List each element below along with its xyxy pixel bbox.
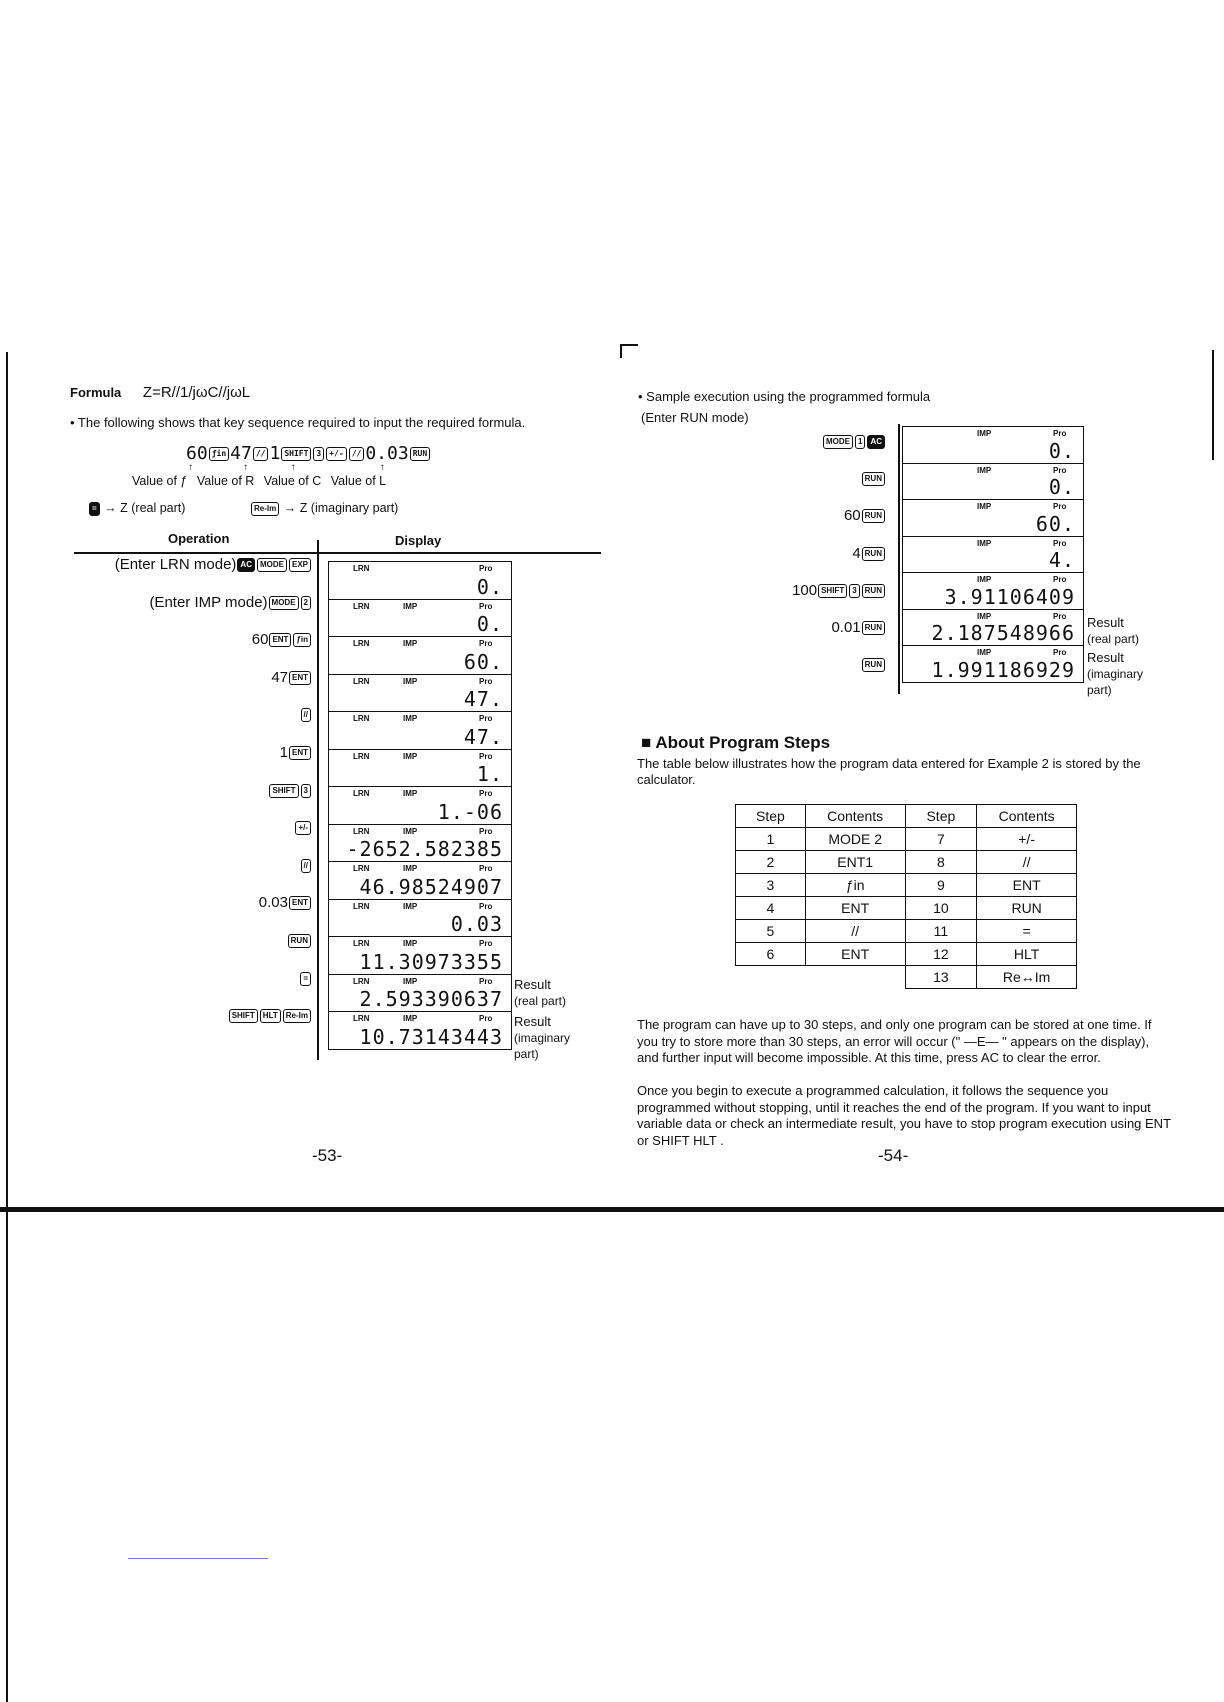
table-cell: +/-	[977, 828, 1077, 851]
operation-key-0: RUN	[288, 934, 311, 948]
right-result-imag	[1087, 650, 1143, 698]
lcd-indicator: IMP	[977, 538, 992, 548]
operation-key-0: RUN	[862, 472, 885, 486]
lcd-value: 1.991186929	[931, 657, 1075, 682]
operation-key-0: RUN	[862, 509, 885, 523]
col-display-header: Display	[395, 533, 442, 548]
lcd-indicator: IMP	[977, 575, 992, 584]
top-crop-mark-v	[620, 344, 622, 358]
operation-key-0: ENT	[289, 746, 311, 760]
operation-key-0: //	[301, 708, 311, 722]
lcd-value: 4.	[1048, 548, 1075, 572]
lcd-value: 10.73143443	[359, 1024, 503, 1049]
table-cell: Re↔Im	[977, 966, 1077, 989]
table-cell: 7	[905, 828, 977, 851]
lcd-indicator: Pro	[479, 864, 493, 873]
value-arrows: ↑ ↑ ↑ ↑	[188, 462, 386, 473]
lcd-value: 0.03	[450, 912, 503, 936]
fin-key-icon: ƒin	[209, 447, 229, 461]
right-margin-line	[1212, 350, 1214, 460]
table-cell	[736, 966, 806, 989]
left-result-real	[514, 977, 566, 1009]
lcd-display	[328, 861, 512, 900]
operation-text: 60	[843, 507, 861, 525]
left-result-imag-sub: (imaginary	[514, 1031, 571, 1045]
operation-key-1: 3	[849, 584, 859, 598]
operation-key-0: RUN	[862, 621, 885, 635]
operation-text: 0.01	[831, 619, 861, 636]
bottom-rule	[0, 1207, 1224, 1212]
lcd-indicator: Pro	[1053, 611, 1067, 621]
operation-row	[0, 433, 886, 450]
lcd-indicator: IMP	[403, 639, 418, 648]
plusminus-key-icon: +/-	[326, 447, 346, 461]
table-cell: =	[977, 920, 1077, 943]
lcd-value: 47.	[463, 724, 503, 749]
table-cell: 4	[736, 897, 806, 920]
lcd-indicator: IMP	[403, 901, 418, 911]
operation-key-0: ENT	[289, 896, 311, 910]
left-result-imag-label: Result	[514, 1014, 551, 1029]
lcd-indicator: LRN	[353, 639, 370, 648]
operation-key-1: HLT	[260, 1009, 281, 1023]
lcd-display	[902, 645, 1084, 683]
operation-text: (Enter LRN mode)	[114, 556, 237, 573]
table-cell: 1	[736, 828, 806, 851]
right-result-imag-sub2: part)	[1087, 683, 1112, 697]
value-label-r: Value of R	[196, 474, 255, 488]
left-result-imag-sub2: part)	[514, 1047, 539, 1061]
table-header-row	[736, 805, 1077, 828]
seq-part-3: 1	[269, 443, 281, 464]
operation-key-2: Re-Im	[283, 1009, 311, 1023]
operation-key-0: SHIFT	[269, 784, 298, 798]
formula-label: Formula	[70, 385, 122, 400]
lcd-indicator: LRN	[353, 976, 370, 986]
seq-part-2: 47	[230, 443, 252, 464]
operation-row	[0, 1007, 312, 1024]
lcd-indicator: LRN	[353, 751, 370, 761]
lcd-value: 46.98524907	[359, 874, 503, 899]
value-label-l: Value of L	[330, 474, 387, 488]
operation-key-0: MODE	[269, 596, 299, 610]
lcd-indicator: LRN	[353, 1014, 370, 1023]
lcd-indicator: IMP	[403, 601, 418, 611]
lcd-indicator: Pro	[479, 676, 493, 686]
lcd-display	[328, 936, 512, 975]
seq-part-4: 0.03	[365, 443, 409, 464]
lcd-display	[328, 674, 512, 713]
operation-row	[0, 619, 886, 636]
operation-row	[0, 819, 312, 836]
column-rule	[317, 540, 319, 1060]
lcd-value: 2.187548966	[931, 621, 1075, 645]
table-cell: HLT	[977, 943, 1077, 966]
lcd-indicator: Pro	[1053, 502, 1067, 511]
top-crop-mark	[620, 344, 638, 346]
lcd-indicator: LRN	[353, 901, 370, 911]
operation-row	[0, 656, 886, 673]
lcd-indicator: IMP	[403, 714, 418, 723]
table-cell: ENT1	[805, 851, 905, 874]
lcd-value: 47.	[463, 687, 503, 711]
operation-key-0: RUN	[862, 658, 885, 672]
left-result-imag	[514, 1014, 570, 1062]
operation-row	[0, 582, 886, 599]
operation-row	[0, 782, 312, 799]
lcd-value: 3.91106409	[944, 584, 1075, 609]
operation-key-0: ENT	[269, 633, 291, 647]
table-cell: ENT	[805, 897, 905, 920]
lcd-indicator: Pro	[1053, 429, 1067, 438]
lcd-indicator: Pro	[479, 564, 493, 573]
table-cell: 13	[905, 966, 977, 989]
lcd-value: 0.	[476, 612, 503, 636]
sample-intro: • Sample execution using the programmed formula	[638, 389, 931, 404]
operation-key-2: EXP	[289, 558, 311, 572]
operation-key-0: ENT	[289, 671, 311, 685]
operation-text: (Enter IMP mode)	[149, 593, 268, 611]
lcd-display	[902, 499, 1084, 537]
operation-key-1: 2	[301, 596, 311, 610]
lcd-indicator: LRN	[353, 864, 370, 873]
lcd-display	[328, 1011, 512, 1050]
table-row	[736, 943, 1077, 966]
table-cell: 5	[736, 920, 806, 943]
table-cell: 9	[905, 874, 977, 897]
lcd-display	[328, 786, 512, 825]
table-row	[736, 851, 1077, 874]
operation-row	[0, 470, 886, 487]
lcd-value: 60.	[1035, 511, 1075, 536]
lcd-value: 2.593390637	[359, 987, 503, 1011]
operation-text: 100	[792, 581, 818, 599]
table-cell: MODE 2	[805, 828, 905, 851]
table-cell: 10	[905, 897, 977, 920]
lcd-indicator: LRN	[353, 676, 370, 686]
lcd-indicator: LRN	[353, 789, 370, 798]
right-page-number: -54-	[878, 1146, 909, 1165]
right-result-real-label: Result	[1087, 615, 1124, 630]
table-cell: 6	[736, 943, 806, 966]
intro-text: • The following shows that key sequence required to input the required formula.	[70, 415, 526, 430]
operation-key-0: +/-	[295, 821, 311, 835]
operation-text: 60	[251, 631, 269, 649]
table-cell: 11	[905, 920, 977, 943]
operation-row	[0, 932, 312, 949]
table-cell: ENT	[977, 874, 1077, 897]
table-header-step-2: Step	[905, 805, 977, 828]
lcd-indicator: IMP	[403, 676, 418, 686]
lcd-indicator: LRN	[353, 714, 370, 723]
three-key-icon: 3	[313, 447, 324, 461]
operation-key-0: RUN	[862, 547, 885, 561]
table-header-step: Step	[736, 805, 806, 828]
real-part-note-text: → Z (real part)	[104, 501, 186, 515]
operation-row	[0, 894, 312, 911]
lcd-indicator: IMP	[977, 465, 992, 475]
lcd-indicator: Pro	[479, 901, 493, 911]
right-result-imag-label: Result	[1087, 650, 1124, 665]
col-operation-header: Operation	[168, 531, 230, 546]
operation-text: 4	[852, 544, 861, 562]
lcd-display	[902, 572, 1084, 610]
lcd-indicator: IMP	[403, 751, 418, 761]
table-cell	[805, 966, 905, 989]
lcd-value: 0.	[1048, 475, 1075, 499]
lcd-indicator: Pro	[479, 976, 493, 986]
re-im-key-icon: Re-Im	[251, 502, 279, 516]
lcd-value: 1.	[476, 762, 503, 786]
table-row	[736, 897, 1077, 920]
para-2: Once you begin to execute a programmed calculation, it follows the sequence you programmed without stopping, until it reaches the end of the program. If you want to input variable data or check an intermediate result, you have to stop program execution using ENT or SHIFT HLT .	[637, 1083, 1171, 1148]
left-page-number: -53-	[312, 1146, 343, 1165]
operation-key-0: SHIFT	[818, 584, 847, 598]
operation-key-0: SHIFT	[229, 1009, 258, 1023]
lcd-value: 60.	[463, 649, 503, 674]
left-result-real-sub: (real part)	[514, 994, 567, 1008]
lcd-indicator: Pro	[479, 601, 493, 611]
lcd-display	[902, 609, 1084, 647]
lcd-indicator: Pro	[479, 789, 493, 798]
lcd-indicator: IMP	[403, 789, 418, 798]
section-heading: ■ About Program Steps	[641, 733, 831, 752]
operation-text: 1	[279, 744, 288, 761]
operation-key-1: 3	[301, 784, 311, 798]
formula-text: Z=R//1/jωC//jωL	[142, 384, 251, 401]
value-label-c: Value of C	[263, 474, 322, 488]
table-row	[736, 966, 1077, 989]
operation-row	[0, 970, 312, 987]
operation-row	[0, 857, 312, 874]
lcd-indicator: IMP	[403, 976, 418, 986]
operation-row	[0, 744, 312, 761]
operation-key-1: ƒin	[293, 633, 311, 647]
lcd-value: 1.-06	[437, 799, 503, 824]
operation-key-1: 1	[855, 435, 865, 449]
table-cell: ENT	[805, 943, 905, 966]
table-cell: 8	[905, 851, 977, 874]
lcd-indicator: IMP	[977, 429, 992, 438]
table-row	[736, 874, 1077, 897]
lcd-indicator: IMP	[403, 939, 418, 948]
table-row	[736, 920, 1077, 943]
lcd-indicator: LRN	[353, 939, 370, 948]
lcd-indicator: Pro	[1053, 465, 1067, 475]
lcd-indicator: Pro	[479, 1014, 493, 1023]
lcd-indicator: Pro	[1053, 575, 1067, 584]
operation-key-2: RUN	[862, 584, 885, 598]
lcd-display	[902, 426, 1084, 464]
lcd-indicator: Pro	[479, 639, 493, 648]
operation-key-1: MODE	[257, 558, 287, 572]
lcd-value: 0.	[1048, 438, 1075, 463]
operation-text: 47	[271, 668, 288, 686]
table-cell: ƒin	[805, 874, 905, 897]
right-result-real-sub: (real part)	[1087, 632, 1140, 646]
equals-key-icon: =	[89, 502, 100, 516]
lcd-indicator: Pro	[479, 826, 493, 836]
lcd-indicator: LRN	[353, 826, 370, 836]
lcd-indicator: Pro	[479, 939, 493, 948]
lcd-indicator: IMP	[977, 611, 992, 621]
program-steps-table	[735, 804, 1077, 989]
enter-run-mode: (Enter RUN mode)	[641, 410, 749, 425]
operation-row	[0, 706, 312, 723]
parallel-key-icon-2: //	[349, 447, 365, 461]
table-cell: RUN	[977, 897, 1077, 920]
table-cell: 12	[905, 943, 977, 966]
table-intro: The table below illustrates how the program data entered for Example 2 is stored by the calculator.	[637, 756, 1141, 787]
lcd-display	[328, 824, 512, 863]
table-cell: 3	[736, 874, 806, 897]
table-cell: 2	[736, 851, 806, 874]
lcd-display	[328, 749, 512, 788]
lcd-display	[328, 711, 512, 750]
right-result-imag-sub: (imaginary	[1087, 667, 1144, 681]
right-display-rule	[898, 424, 900, 694]
lcd-value: -2652.582385	[346, 837, 503, 861]
operation-text: 0.03	[258, 894, 288, 912]
shift-key-icon: SHIFT	[281, 447, 311, 461]
lcd-indicator: IMP	[403, 826, 418, 836]
lcd-display	[902, 536, 1084, 574]
lcd-indicator: IMP	[403, 864, 418, 873]
lcd-indicator: IMP	[403, 1014, 418, 1023]
lcd-indicator: LRN	[353, 601, 370, 611]
value-label-f: Value of ƒ	[132, 474, 188, 488]
operation-key-2: AC	[867, 435, 885, 449]
operation-key-0: //	[301, 859, 311, 873]
operation-key-0: AC	[237, 558, 255, 572]
lcd-display	[902, 463, 1084, 501]
table-cell: //	[805, 920, 905, 943]
lcd-indicator: Pro	[479, 714, 493, 723]
formula-line	[70, 384, 250, 401]
imag-part-note-text: → Z (imaginary part)	[283, 501, 399, 515]
operation-row	[0, 507, 886, 524]
lcd-value: 11.30973355	[359, 949, 503, 974]
table-row	[736, 828, 1077, 851]
lcd-value: 0.	[476, 574, 503, 599]
lcd-indicator: LRN	[353, 564, 370, 573]
lcd-display	[328, 899, 512, 938]
footer-link-line	[128, 1558, 268, 1559]
left-result-real-label: Result	[514, 977, 551, 992]
parallel-key-icon: //	[253, 447, 269, 461]
seq-part-1: 60	[186, 443, 208, 464]
lcd-indicator: Pro	[1053, 538, 1067, 548]
table-cell: //	[977, 851, 1077, 874]
run-key-icon: RUN	[410, 447, 430, 461]
lcd-indicator: IMP	[977, 502, 992, 511]
table-header-contents-2: Contents	[977, 805, 1077, 828]
lcd-indicator: IMP	[977, 648, 992, 657]
right-result-real	[1087, 615, 1139, 647]
operation-row	[0, 545, 886, 562]
table-header-contents: Contents	[805, 805, 905, 828]
lcd-display	[328, 974, 512, 1013]
operation-key-0: =	[300, 972, 311, 986]
para-1: The program can have up to 30 steps, and only one program can be stored at one time. If you try to store more than 30 steps, an error will occur (" —E— " appears on the display), and further input will become impossible. At this time, press AC to clear the error.	[637, 1017, 1152, 1065]
operation-key-0: MODE	[823, 435, 853, 449]
lcd-indicator: Pro	[479, 751, 493, 761]
lcd-indicator: Pro	[1053, 648, 1067, 657]
